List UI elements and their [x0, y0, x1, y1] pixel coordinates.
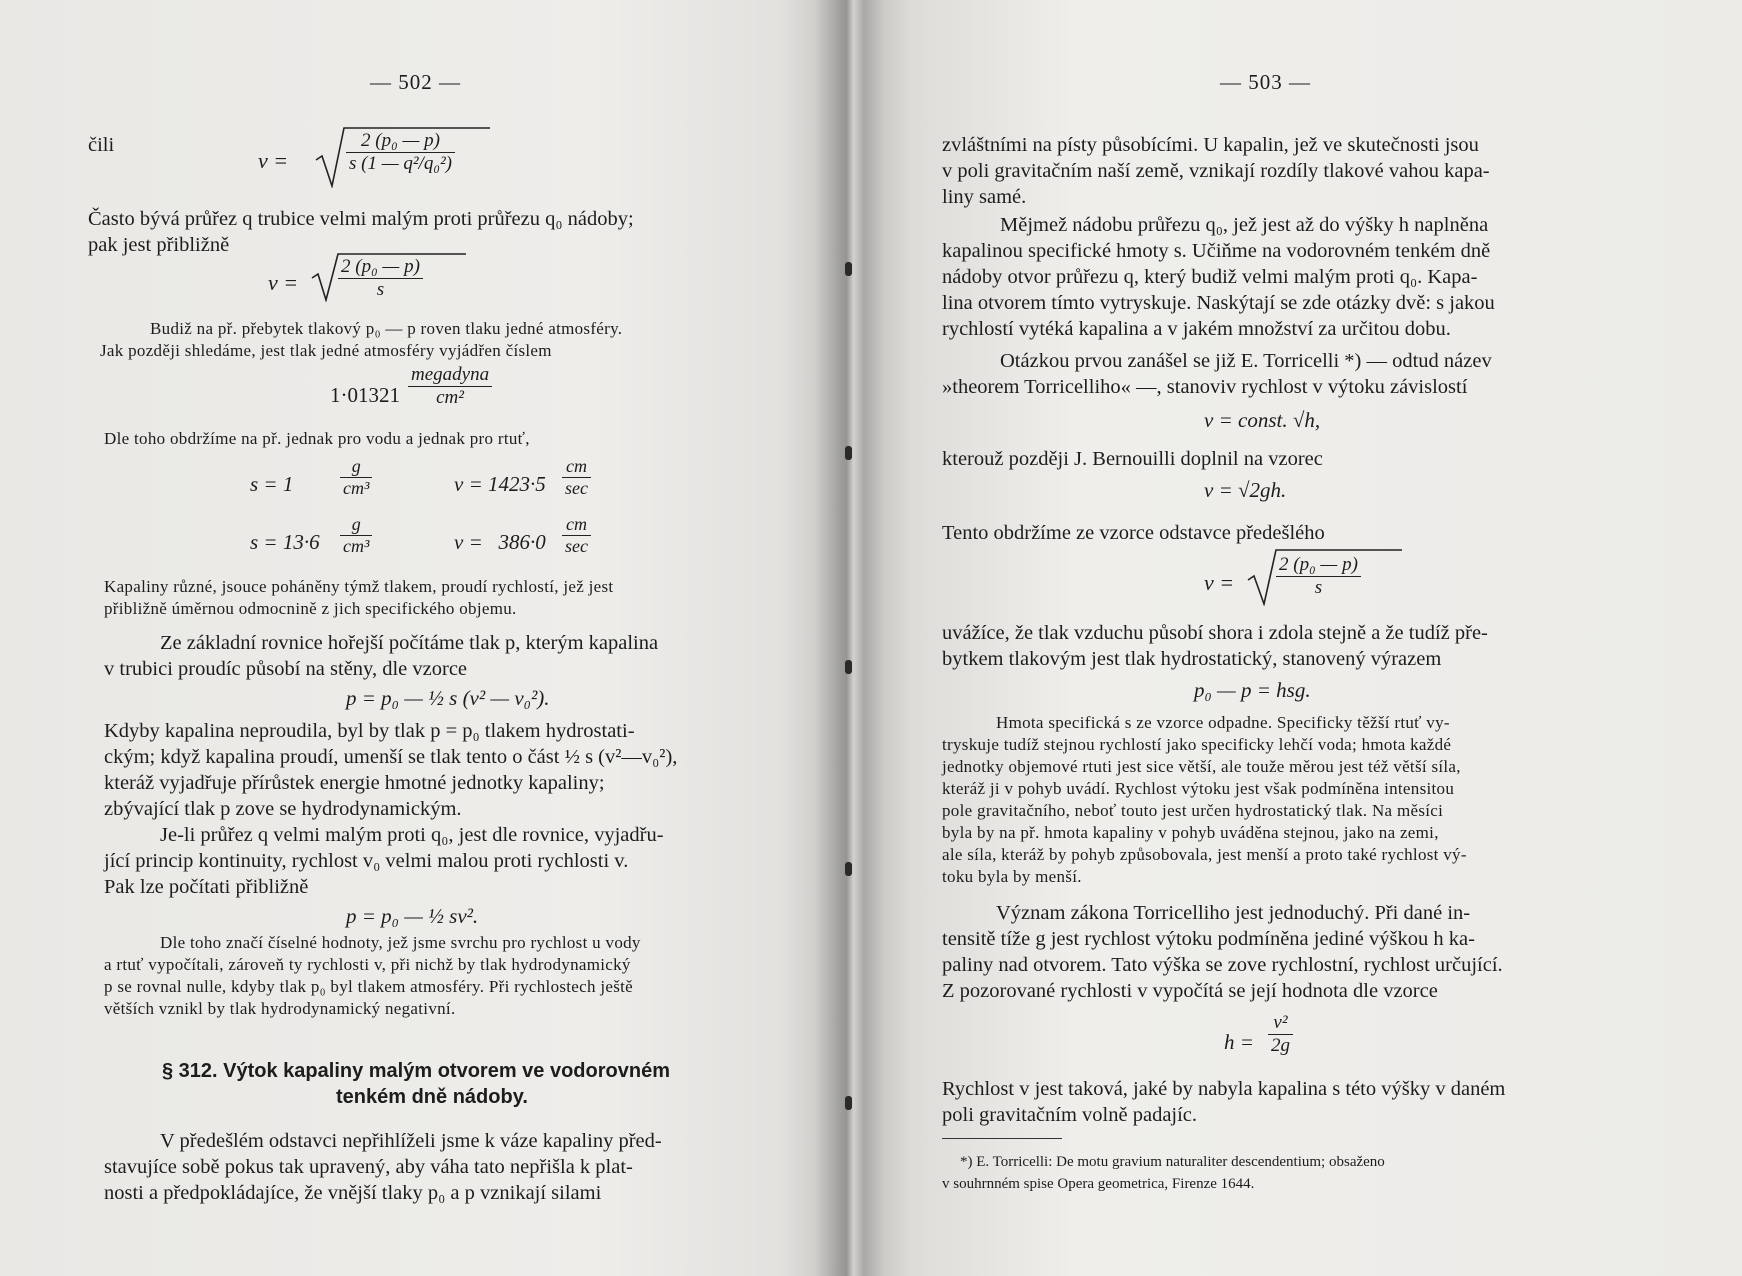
- binding-stitch: [845, 1096, 852, 1110]
- equation-lhs: s = 13·6: [250, 530, 320, 554]
- text-line: nádoby otvor průřezu q, který budiž velmi malým proti q₀. Kapa-: [942, 266, 1478, 288]
- small-text-line: byla by na př. hmota kapaliny v pohyb uváděna stejnou, jako na zemi,: [942, 823, 1439, 842]
- text-line: Z pozorované rychlosti v vypočítá se její hodnota dle vzorce: [942, 980, 1438, 1002]
- section-heading: tenkém dně nádoby.: [336, 1086, 528, 1108]
- small-text-line: a rtuť vypočítali, zároveň ty rychlosti v, při nichž by tlak hydrodynamický: [104, 955, 631, 974]
- small-text-line: tryskuje tudíž stejnou rychlostí jako specificky lehčí voda; hmota každé: [942, 735, 1452, 754]
- text-line: jící princip kontinuity, rychlost v₀ velmi malou proti rychlosti v.: [104, 850, 629, 872]
- text-line: V předešlém odstavci nepřihlíželi jsme k váze kapaliny před-: [160, 1130, 662, 1152]
- small-text-line: toku byla by menší.: [942, 867, 1082, 886]
- small-text-line: větších vznikl by tlak hydrodynamický negativní.: [104, 999, 456, 1018]
- equation: p = p₀ — ½ s (v² — v₀²).: [346, 686, 550, 710]
- text-line: zbývající tlak p zove se hydrodynamickým.: [104, 798, 462, 820]
- small-text-line: Budiž na př. přebytek tlakový p₀ — p roven tlaku jedné atmosféry.: [150, 319, 623, 338]
- equation: v = √2gh.: [1204, 478, 1287, 502]
- fraction-denominator: s: [376, 279, 385, 300]
- text-line: Je-li průřez q velmi malým proti q₀, jest dle rovnice, vyjadřu-: [160, 824, 664, 846]
- text-line: nosti a předpokládajíce, že vnější tlaky p₀ a p vznikají silami: [104, 1182, 602, 1204]
- small-text-line: přibližně úměrnou odmocnině z jich specifického objemu.: [104, 599, 517, 618]
- fraction-denominator: s (1 — q²/q₀²): [349, 153, 452, 174]
- fraction-numerator: cm: [562, 456, 591, 478]
- text-line: ckým; když kapalina proudí, umenší se tlak tento o část ½ s (v²—v₀²),: [104, 746, 678, 768]
- fraction-denominator: sec: [565, 478, 588, 498]
- text-line: kapalinou specifické hmoty s. Učiňme na vodorovném tenkém dně: [942, 240, 1491, 262]
- page-number: — 502 —: [370, 70, 461, 94]
- binding-stitch: [845, 262, 852, 276]
- left-page: [0, 0, 850, 1276]
- equation: p₀ — p = hsg.: [1194, 678, 1311, 702]
- text-line: kteráž vyjadřuje přírůstek energie hmotné jednotky kapaliny;: [104, 772, 605, 794]
- fraction-denominator: cm³: [343, 536, 370, 556]
- fraction-numerator: 2 (p₀ — p): [346, 130, 455, 153]
- text-line: lina otvorem tímto vytryskuje. Naskýtají se zde otázky dvě: s jakou: [942, 292, 1495, 314]
- small-text-line: pole gravitačního, neboť touto jest určen hydrostatický tlak. Na měsíci: [942, 801, 1444, 820]
- fraction: [1276, 554, 1361, 599]
- text-line: liny samé.: [942, 186, 1027, 208]
- text-line: čili: [88, 134, 115, 156]
- binding-stitch: [845, 446, 852, 460]
- text-line: zvláštními na písty působícími. U kapalin, jež ve skutečnosti jsou: [942, 134, 1479, 156]
- fraction: [1268, 1012, 1293, 1057]
- fraction: [340, 456, 372, 499]
- equation-lhs: h =: [1224, 1030, 1254, 1054]
- fraction-numerator: 2 (p₀ — p): [1276, 554, 1361, 577]
- small-text-line: Hmota specifická s ze vzorce odpadne. Specificky těžší rtuť vy-: [996, 713, 1450, 732]
- small-text-line: jednotky objemové rtuti jest sice větší, ale touže měrou jest též větší síla,: [942, 757, 1461, 776]
- equation-lhs: v = 1423·5: [454, 472, 546, 496]
- text-line: Často bývá průřez q trubice velmi malým proti průřezu q₀ nádoby;: [88, 208, 634, 230]
- footnote-rule: [942, 1138, 1062, 1139]
- fraction: [562, 456, 591, 499]
- equation-lhs: v =: [268, 270, 299, 295]
- small-text-line: Dle toho značí číselné hodnoty, jež jsme svrchu pro rychlost u vody: [160, 933, 641, 952]
- text-line: Otázkou prvou zanášel se již E. Torricelli *) — odtud název: [1000, 350, 1492, 372]
- fraction-denominator: sec: [565, 536, 588, 556]
- fraction: [562, 514, 591, 557]
- text-line: v poli gravitačním naší země, vznikají rozdíly tlakové vahou kapa-: [942, 160, 1490, 182]
- page-number: — 503 —: [1220, 70, 1311, 94]
- fraction-denominator: 2g: [1271, 1035, 1290, 1056]
- text-line: bytkem tlakovým jest tlak hydrostatický, stanovený výrazem: [942, 648, 1442, 670]
- fraction-numerator: v²: [1268, 1012, 1293, 1035]
- text-line: Mějmež nádobu průřezu q₀, jež jest až do výšky h naplněna: [1000, 214, 1489, 236]
- fraction: [340, 514, 372, 557]
- text-line: tensitě tíže g jest rychlost výtoku podmíněna jediné výškou h ka-: [942, 928, 1475, 950]
- section-heading: § 312. Výtok kapaliny malým otvorem ve vodorovném: [162, 1060, 670, 1082]
- text-line: rychlostí vytéká kapalina a v jakém množství za určitou dobu.: [942, 318, 1451, 340]
- equation-lhs: s = 1: [250, 472, 294, 496]
- fraction-denominator: s: [1314, 577, 1323, 598]
- text-line: paliny nad otvorem. Tato výška se zove rychlostní, rychlost určující.: [942, 954, 1503, 976]
- small-text-line: kteráž ji v pohyb uvádí. Rychlost výtoku jest však podmíněna intensitou: [942, 779, 1455, 798]
- footnote-line: v souhrnném spise Opera geometrica, Firenze 1644.: [942, 1176, 1255, 1192]
- equation-value: 1·01321: [330, 383, 400, 407]
- equation-lhs: v =: [258, 148, 289, 173]
- fraction: [338, 256, 423, 301]
- binding-stitch: [845, 862, 852, 876]
- fraction-denominator: cm³: [343, 478, 370, 498]
- text-line: Tento obdržíme ze vzorce odstavce předešlého: [942, 522, 1325, 544]
- text-line: Kdyby kapalina neproudila, byl by tlak p = p₀ tlakem hydrostati-: [104, 720, 635, 742]
- footnote-line: *) E. Torricelli: De motu gravium naturaliter descendentium; obsaženo: [960, 1154, 1385, 1170]
- text-line: Pak lze počítati přibližně: [104, 876, 309, 898]
- text-line: kterouž později J. Bernouilli doplnil na vzorec: [942, 448, 1323, 470]
- text-line: uvážíce, že tlak vzduchu působí shora i zdola stejně a že tudíž pře-: [942, 622, 1488, 644]
- equation-lhs: v =: [1204, 570, 1235, 595]
- small-text-line: Dle toho obdržíme na př. jednak pro vodu a jednak pro rtuť,: [104, 429, 530, 448]
- equation: p = p₀ — ½ sv².: [346, 904, 479, 928]
- book-gutter: [815, 0, 885, 1276]
- text-line: v trubici proudíc působí na stěny, dle vzorce: [104, 658, 468, 680]
- fraction-denominator: cm²: [436, 387, 464, 408]
- right-page: [850, 0, 1742, 1276]
- small-text-line: Jak později shledáme, jest tlak jedné atmosféry vyjádřen číslem: [100, 341, 552, 360]
- text-line: »theorem Torricelliho« —, stanoviv rychlost v výtoku závislostí: [942, 376, 1468, 398]
- fraction-numerator: megadyna: [408, 364, 492, 387]
- text-line: Rychlost v jest taková, jaké by nabyla kapalina s této výšky v daném: [942, 1078, 1506, 1100]
- fraction-numerator: cm: [562, 514, 591, 536]
- text-line: stavujíce sobě pokus tak upravený, aby váha tato nepřišla k plat-: [104, 1156, 633, 1178]
- small-text-line: p se rovnal nulle, kdyby tlak p₀ byl tlakem atmosféry. Při rychlostech ještě: [104, 977, 634, 996]
- text-line: poli gravitačním volně padajíc.: [942, 1104, 1198, 1126]
- fraction-numerator: g: [340, 456, 372, 478]
- equation-lhs: v = 386·0: [454, 530, 546, 554]
- small-text-line: ale síla, kteráž by pohyb způsobovala, jest menší a proto také rychlost vý-: [942, 845, 1467, 864]
- text-line: pak jest přibližně: [88, 234, 230, 256]
- fraction: [346, 130, 455, 175]
- small-text-line: Kapaliny různé, jsouce poháněny týmž tlakem, proudí rychlostí, jež jest: [104, 577, 614, 596]
- binding-stitch: [845, 660, 852, 674]
- fraction-numerator: 2 (p₀ — p): [338, 256, 423, 279]
- fraction-numerator: g: [340, 514, 372, 536]
- text-line: Význam zákona Torricelliho jest jednoduchý. Při dané in-: [996, 902, 1471, 924]
- fraction: [408, 364, 492, 409]
- equation: v = const. √h,: [1204, 408, 1321, 432]
- text-line: Ze základní rovnice hořejší počítáme tlak p, kterým kapalina: [160, 632, 659, 654]
